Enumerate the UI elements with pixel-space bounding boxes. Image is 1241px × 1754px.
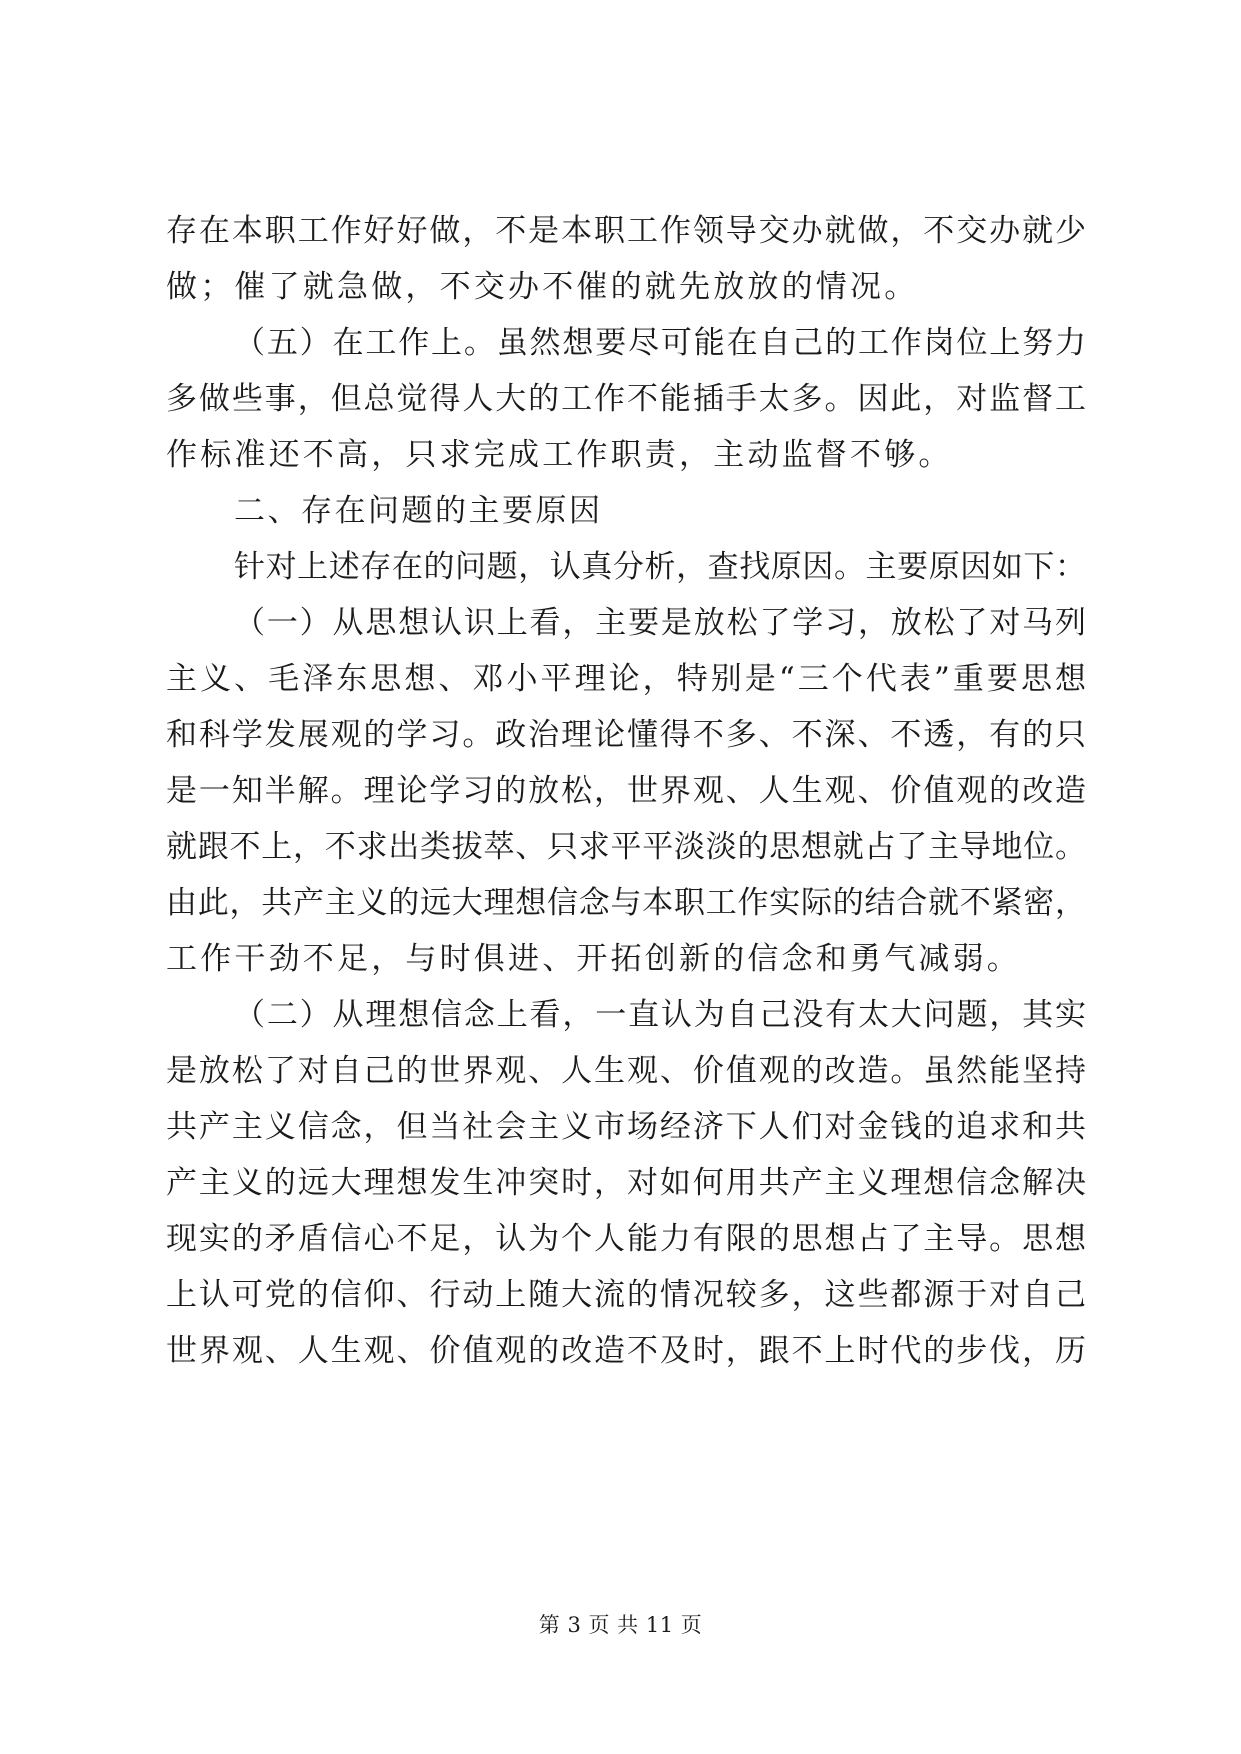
body-line-13: 由此，共产主义的远大理想信念与本职工作实际的结合就不紧密， (166, 885, 1086, 921)
body-line-18: 产主义的远大理想发生冲突时，对如何用共产主义理想信念解决 (166, 1165, 1086, 1201)
body-line-4: 多做些事，但总觉得人大的工作不能插手太多。因此，对监督工 (166, 381, 1086, 417)
body-line-16: 是放松了对自己的世界观、人生观、价值观的改造。虽然能坚持 (166, 1053, 1086, 1089)
section-heading: 二、存在问题的主要原因 (234, 493, 603, 529)
body-line-14: 工作干劲不足，与时俱进、开拓创新的信念和勇气减弱。 (166, 941, 1021, 977)
body-line-3: （五）在工作上。虽然想要尽可能在自己的工作岗位上努力 (234, 325, 1086, 361)
body-line-21: 世界观、人生观、价值观的改造不及时，跟不上时代的步伐，历 (166, 1333, 1086, 1369)
body-line-8: （一）从思想认识上看，主要是放松了学习，放松了对马列 (234, 605, 1086, 641)
body-line-15: （二）从理想信念上看，一直认为自己没有太大问题，其实 (234, 997, 1086, 1033)
body-line-19: 现实的矛盾信心不足，认为个人能力有限的思想占了主导。思想 (166, 1221, 1086, 1257)
body-line-9: 主义、毛泽东思想、邓小平理论，特别是“三个代表”重要思想 (166, 661, 1086, 697)
body-line-2: 做；催了就急做，不交办不催的就先放放的情况。 (166, 269, 919, 305)
body-line-5: 作标准还不高，只求完成工作职责，主动监督不够。 (166, 437, 953, 473)
body-line-11: 是一知半解。理论学习的放松，世界观、人生观、价值观的改造 (166, 773, 1086, 809)
body-line-1: 存在本职工作好好做，不是本职工作领导交办就做，不交办就少 (166, 213, 1086, 249)
body-line-20: 上认可党的信仰、行动上随大流的情况较多，这些都源于对自己 (166, 1277, 1086, 1313)
body-line-10: 和科学发展观的学习。政治理论懂得不多、不深、不透，有的只 (166, 717, 1086, 753)
body-line-17: 共产主义信念，但当社会主义市场经济下人们对金钱的追求和共 (166, 1109, 1086, 1145)
body-line-7: 针对上述存在的问题，认真分析，查找原因。主要原因如下： (234, 549, 1086, 585)
body-line-12: 就跟不上，不求出类拔萃、只求平平淡淡的思想就占了主导地位。 (166, 829, 1086, 865)
page-number-footer: 第 3 页 共 11 页 (538, 1613, 703, 1637)
